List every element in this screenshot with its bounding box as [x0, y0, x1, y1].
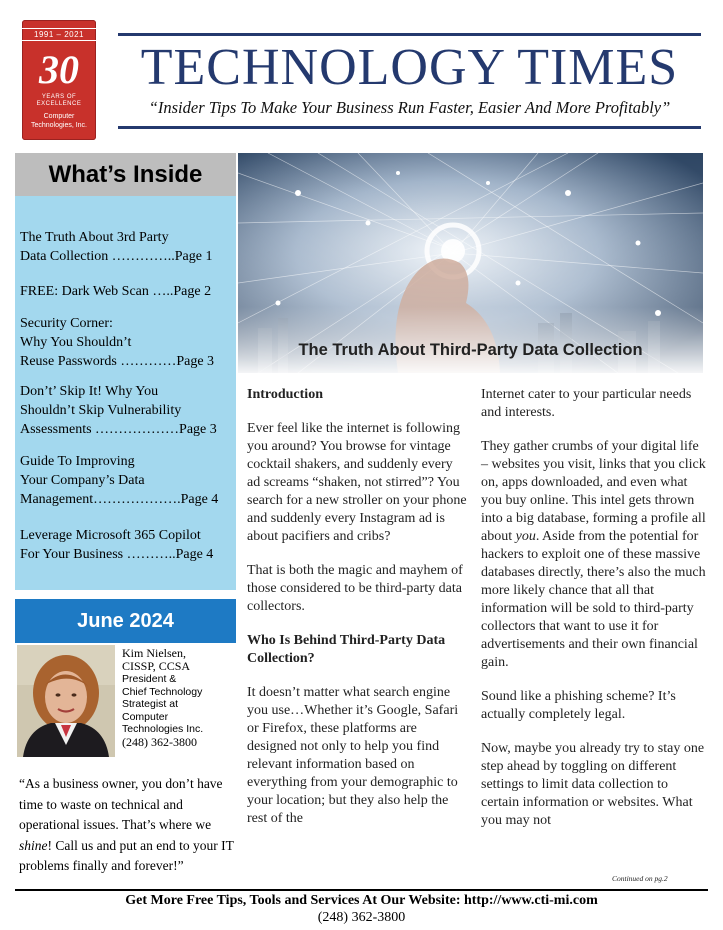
- toc-item-copilot[interactable]: Leverage Microsoft 365 Copilot For Your Business ………..Page 4: [20, 528, 214, 562]
- paragraph: Internet cater to your particular needs and interests.: [481, 387, 692, 420]
- author-title-3: Strategist at: [122, 698, 179, 710]
- paragraph: Ever feel like the internet is following you around? You browse for vintage cocktail shakers, and suddenly every ad screams “shaken, not stirred”? You search for a new stroller on your phone and suddenly every Instagram ad is about pacifiers and cribs?: [247, 421, 467, 544]
- table-of-contents: [15, 196, 236, 590]
- paragraph: They gather crumbs of your digital life – websites you visit, links that you click on, apps downloaded, and even what you buy online. This intel gets thrown into a big database, forming a profile all about you. Aside from the potential for hackers to exploit one of these massive databases directly, there’s also the much more likely chance that all that information will be sold to third-party collectors that want to use it for advertisements and their own financial gain.: [481, 439, 706, 670]
- masthead-rule-top: [118, 33, 701, 36]
- article-column-1: [247, 386, 469, 844]
- toc-item-vulnerability[interactable]: Don’t’ Skip It! Why You Shouldn’t Skip Vulnerability Assessments ………………Page 3: [20, 384, 217, 437]
- footer-rule: [15, 889, 708, 891]
- author-bio: [122, 647, 236, 749]
- paragraph: Now, maybe you already try to stay one step ahead by toggling on different settings to limit data collection to certain information or websites. What you may not: [481, 741, 705, 828]
- section-heading-introduction: Introduction: [247, 387, 323, 402]
- section-heading-who: Who Is Behind Third-Party Data Collection?: [247, 633, 446, 666]
- toc-item-data-management[interactable]: Guide To Improving Your Company’s Data Management……………….Page 4: [20, 454, 219, 507]
- paragraph: It doesn’t matter what search engine you use…Whether it’s Google, Safari or Firefox, these platforms are designed not only to help you find relevant information based on everything from your demographic to your location; but they also help the rest of the: [247, 685, 459, 826]
- footer-phone: (248) 362-3800: [317, 910, 406, 925]
- author-certs: CISSP, CCSA: [122, 659, 191, 673]
- newsletter-title: TECHNOLOGY TIMES: [140, 39, 679, 96]
- logo-excellence: YEARS OF EXCELLENCE: [36, 94, 82, 107]
- issue-date-banner: June 2024: [15, 599, 236, 643]
- hero-image: [238, 153, 703, 373]
- logo-number: 30: [39, 47, 79, 92]
- author-title-4: Computer: [122, 710, 169, 723]
- article-column-2: [481, 386, 709, 846]
- toc-item-dark-web[interactable]: FREE: Dark Web Scan …..Page 2: [20, 284, 212, 299]
- newsletter-tagline: “Insider Tips To Make Your Business Run Faster, Easier And More Profitably”: [148, 98, 671, 117]
- author-title-5: Technologies Inc.: [122, 723, 204, 735]
- author-photo: [17, 645, 115, 757]
- whats-inside-heading: What’s Inside: [15, 153, 236, 196]
- author-name: Kim Nielsen,: [122, 646, 186, 660]
- footer-website[interactable]: Get More Free Tips, Tools and Services At Our Website: http://www.cti-mi.com: [125, 893, 598, 908]
- logo-company: Computer Technologies, Inc.: [30, 113, 88, 129]
- article-title: The Truth About Third-Party Data Collection: [298, 341, 643, 359]
- masthead-rule-bottom: [118, 126, 701, 129]
- paragraph: Sound like a phishing scheme? It’s actually completely legal.: [481, 689, 676, 722]
- author-title-1: President &: [122, 673, 177, 685]
- toc-item-security-corner[interactable]: Security Corner: Why You Shouldn’t Reuse Passwords …………Page 3: [20, 316, 215, 369]
- toc-item-third-party[interactable]: The Truth About 3rd Party Data Collection …………..Page 1: [20, 230, 213, 264]
- logo-years: 1991 – 2021: [22, 28, 96, 41]
- author-phone: (248) 362-3800: [122, 734, 197, 749]
- paragraph: That is both the magic and mayhem of those considered to be third-party data collectors.: [247, 563, 463, 614]
- author-title-2: Chief Technology: [122, 685, 203, 698]
- owner-quote: “As a business owner, you don’t have time to waste on technical and operational issues. That’s where we shine! Call us and put an end to your IT problems finally and forever!”: [19, 776, 234, 873]
- continued-note[interactable]: Continued on pg.2: [612, 874, 668, 883]
- company-logo: [22, 20, 96, 140]
